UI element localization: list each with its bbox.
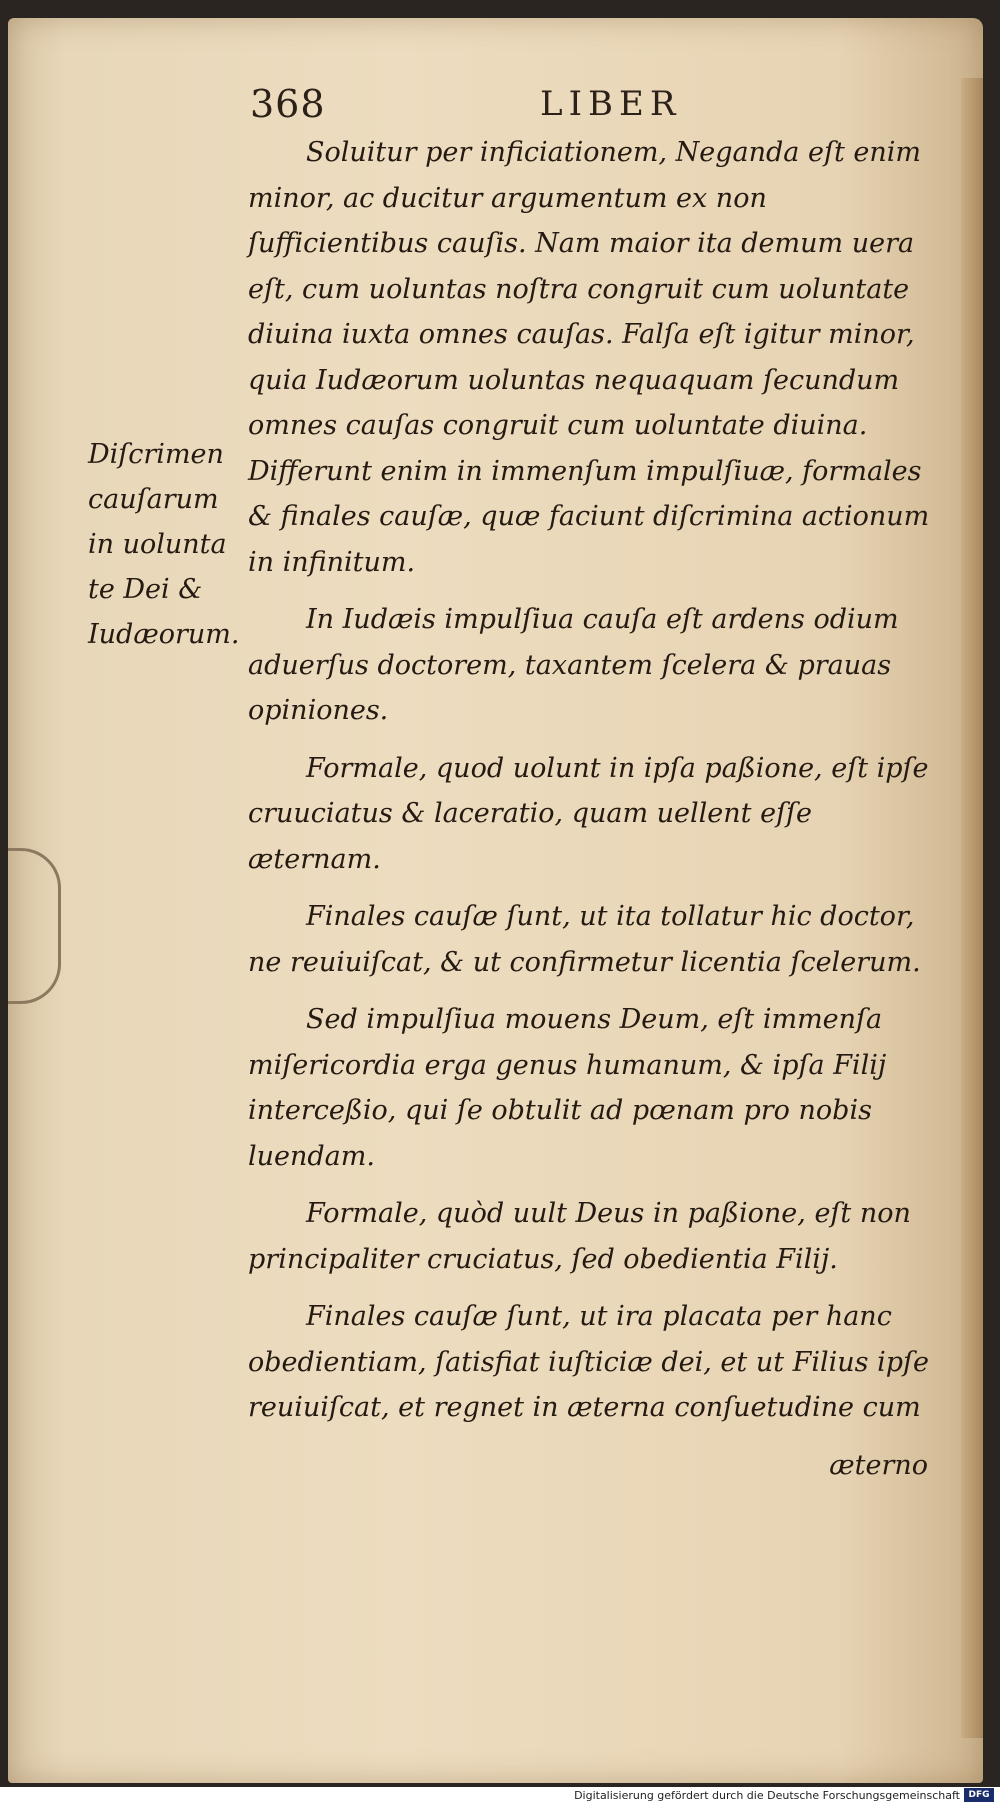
marginal-note-line: Iudæorum. [88, 619, 240, 650]
running-title: LIBER [540, 84, 682, 124]
marginal-note-line: in uolunta [88, 529, 227, 560]
catchword: æterno [829, 1449, 928, 1481]
marginal-note-line: Diſcrimen [88, 439, 224, 470]
page-edge [961, 78, 983, 1738]
paragraph: Formale, quod uolunt in ipſa paßione, eſt ipſe cruuciatus & laceratio, quam uellent eſſe æternam. [248, 752, 929, 875]
paragraph: Finales cauſæ ſunt, ut ita tollatur hic doctor, ne reuiuiſcat, & ut confirmetur licentia ſcelerum. [248, 901, 921, 978]
digitization-credit: Digitalisierung gefördert durch die Deutsche Forschungsgemeinschaft [574, 1789, 960, 1802]
clasp-shadow [8, 848, 61, 1004]
body-text [248, 130, 948, 1488]
page-header [250, 82, 730, 132]
paragraph: Formale, quòd uult Deus in paßione, eſt non principaliter cruciatus, ſed obedientia Filij. [248, 1198, 911, 1275]
page-number: 368 [250, 82, 326, 126]
marginal-note-line: te Dei & [88, 574, 203, 605]
marginal-note [88, 432, 258, 657]
paragraph: In Iudæis impulſiua cauſa eſt ardens odium aduerſus doctorem, taxantem ſcelera & prauas opiniones. [248, 604, 899, 726]
marginal-note-line: cauſarum [88, 484, 219, 515]
paragraph: Sed impulſiua mouens Deum, eſt immenſa miſericordia erga genus humanum, & ipſa Filij interceßio, qui ſe obtulit ad pœnam pro nobis luendam. [248, 1004, 887, 1172]
paragraph: Soluitur per inficiationem, Neganda eſt enim minor, ac ducitur argumentum ex non ſufficientibus cauſis. Nam maior ita demum uera eſt, cum uoluntas noſtra congruit cum uoluntate diuina iuxta omnes cauſas. Falſa eſt igitur minor, quia Iudæorum uoluntas nequaquam ſecundum omnes cauſas congruit cum uoluntate diuina. Differunt enim in immenſum impulſiuæ, formales & finales cauſæ, quæ faciunt diſcrimina actionum in infinitum. [248, 137, 930, 578]
dfg-logo: DFG [964, 1788, 994, 1802]
paragraph: Finales cauſæ ſunt, ut ira placata per hanc obedientiam, ſatisfiat iuſticiæ dei, et ut Filius ipſe reuiuiſcat, et regnet in æterna conſuetudine cum [248, 1301, 929, 1423]
